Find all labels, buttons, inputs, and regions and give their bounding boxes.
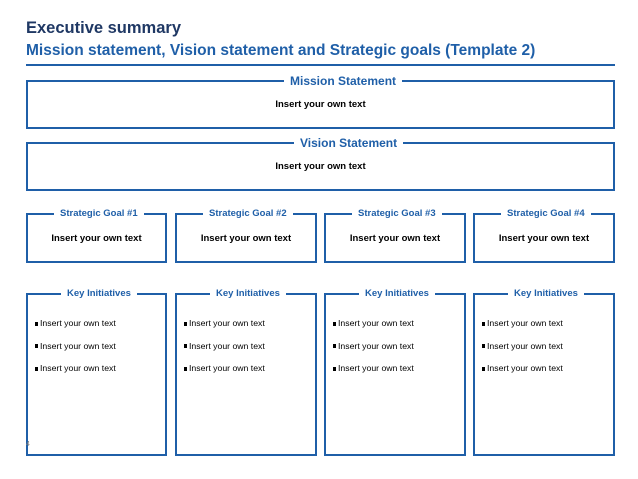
title-underline	[26, 64, 615, 66]
strategic-goal-label-3: Strategic Goal #3	[352, 206, 442, 222]
strategic-goal-text-2[interactable]: Insert your own text	[200, 233, 292, 244]
vision-statement-label: Vision Statement	[294, 135, 403, 151]
key-initiatives-list-2	[184, 318, 265, 386]
list-item[interactable]: Insert your own text	[184, 318, 265, 329]
list-item[interactable]: Insert your own text	[184, 341, 265, 352]
bullet-icon	[482, 367, 485, 371]
list-item[interactable]: Insert your own text	[333, 318, 414, 329]
list-item[interactable]: Insert your own text	[333, 363, 414, 374]
key-initiatives-label-3: Key Initiatives	[359, 286, 435, 302]
key-initiatives-box-4	[473, 288, 615, 456]
key-initiatives-label-2: Key Initiatives	[210, 286, 286, 302]
bullet-icon	[35, 367, 38, 371]
strategic-goal-text-3[interactable]: Insert your own text	[349, 233, 441, 244]
mission-statement-box	[26, 74, 615, 129]
list-item[interactable]: Insert your own text	[35, 341, 116, 352]
key-initiatives-label-1: Key Initiatives	[61, 286, 137, 302]
strategic-goal-label-1: Strategic Goal #1	[54, 206, 144, 222]
page-number: 4	[26, 441, 30, 448]
strategic-goal-text-1[interactable]: Insert your own text	[51, 233, 142, 244]
page-title: Executive summary	[26, 19, 182, 37]
strategic-goal-box-1	[26, 208, 167, 263]
bullet-icon	[184, 322, 187, 326]
bullet-icon	[35, 344, 38, 348]
bullet-icon	[184, 344, 187, 348]
bullet-icon	[333, 344, 336, 348]
bullet-icon	[333, 322, 336, 326]
key-initiatives-box-3	[324, 288, 466, 456]
page-subtitle: Mission statement, Vision statement and Strategic goals (Template 2)	[26, 42, 536, 59]
strategic-goal-box-3	[324, 208, 466, 263]
strategic-goal-label-2: Strategic Goal #2	[203, 206, 293, 222]
mission-statement-label: Mission Statement	[284, 73, 402, 89]
bullet-icon	[35, 322, 38, 326]
vision-statement-text[interactable]: Insert your own text	[275, 161, 366, 172]
key-initiatives-list-3	[333, 318, 414, 386]
list-item[interactable]: Insert your own text	[482, 318, 563, 329]
strategic-goal-box-4	[473, 208, 615, 263]
list-item[interactable]: Insert your own text	[35, 363, 116, 374]
list-item[interactable]: Insert your own text	[482, 363, 563, 374]
key-initiatives-box-1	[26, 288, 167, 456]
bullet-icon	[333, 367, 336, 371]
list-item[interactable]: Insert your own text	[35, 318, 116, 329]
mission-statement-text[interactable]: Insert your own text	[275, 99, 366, 110]
bullet-icon	[184, 367, 187, 371]
bullet-icon	[482, 322, 485, 326]
list-item[interactable]: Insert your own text	[482, 341, 563, 352]
list-item[interactable]: Insert your own text	[333, 341, 414, 352]
list-item[interactable]: Insert your own text	[184, 363, 265, 374]
bullet-icon	[482, 344, 485, 348]
strategic-goal-box-2	[175, 208, 317, 263]
key-initiatives-list-1	[35, 318, 116, 386]
key-initiatives-box-2	[175, 288, 317, 456]
strategic-goal-text-4[interactable]: Insert your own text	[498, 233, 590, 244]
vision-statement-box	[26, 136, 615, 191]
key-initiatives-list-4	[482, 318, 563, 386]
key-initiatives-label-4: Key Initiatives	[508, 286, 584, 302]
strategic-goal-label-4: Strategic Goal #4	[501, 206, 591, 222]
